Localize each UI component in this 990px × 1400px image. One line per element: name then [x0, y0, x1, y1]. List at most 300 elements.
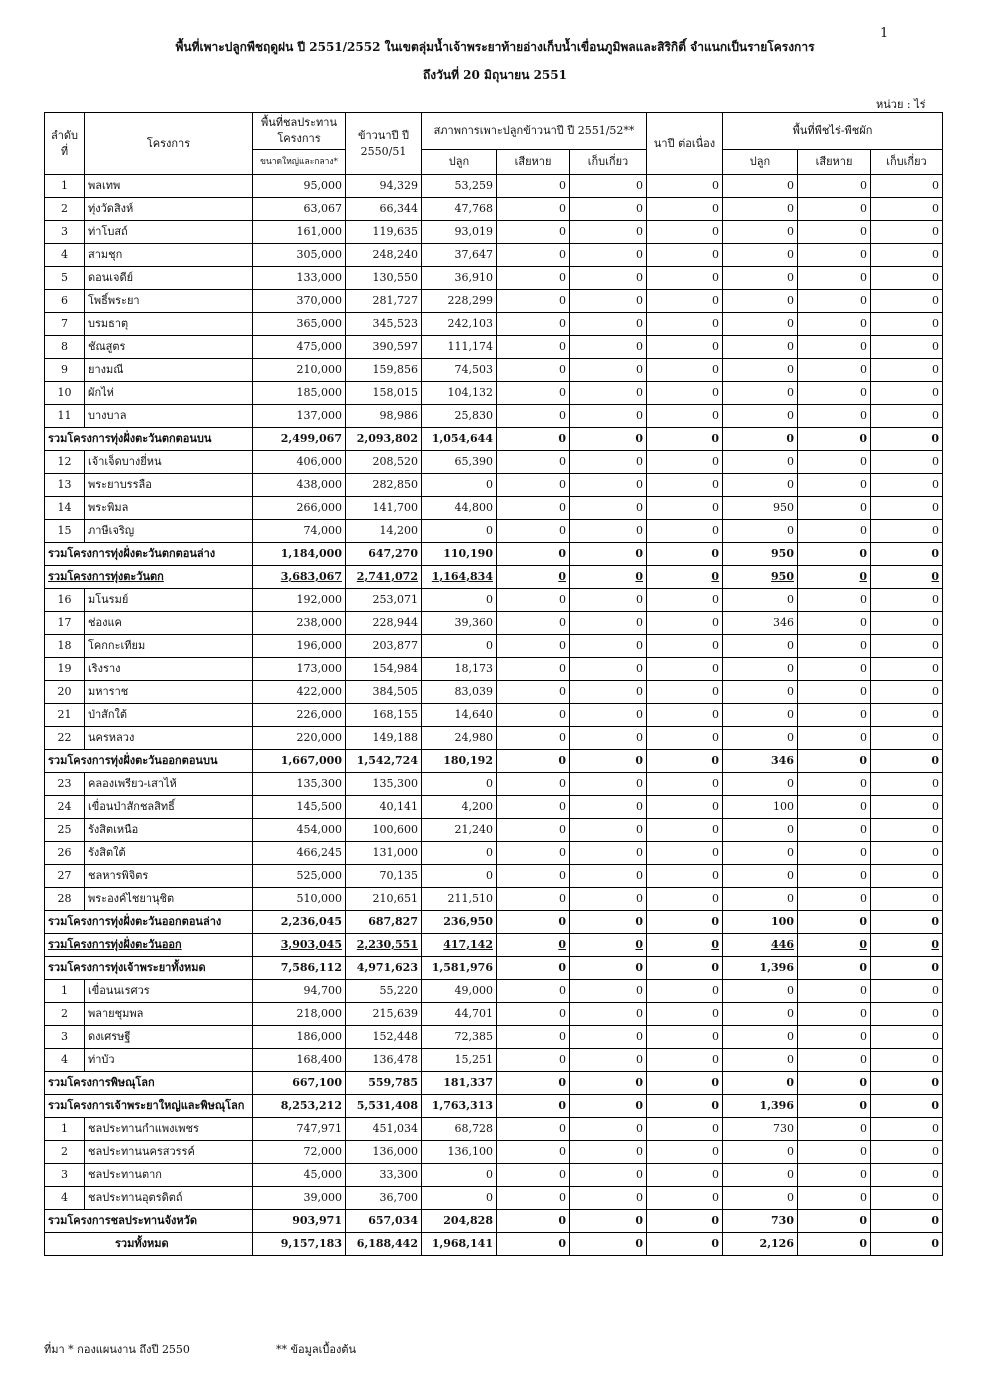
cell-value: 180,192 — [443, 754, 493, 767]
cell-value: 0 — [787, 662, 794, 675]
table-row — [45, 1049, 943, 1072]
cell-value: 104,132 — [447, 386, 493, 399]
cell-value: 0 — [932, 1007, 939, 1020]
cell-value: 0 — [559, 340, 566, 353]
cell-crop-damaged — [798, 796, 871, 819]
row-number: 18 — [45, 635, 85, 658]
cell-continuous — [647, 704, 723, 727]
cell-value: 0 — [558, 570, 566, 583]
cell-value: 49,000 — [454, 984, 493, 997]
cell-rice-harvested — [570, 359, 647, 382]
cell-crop-planted — [723, 198, 798, 221]
cell-continuous — [647, 359, 723, 382]
cell-value: 0 — [860, 501, 867, 514]
row-number: 2 — [45, 198, 85, 221]
cell-rice-planted — [422, 1003, 497, 1026]
cell-rice-prev — [346, 543, 422, 566]
cell-crop-planted — [723, 1049, 798, 1072]
cell-rice-planted — [422, 543, 497, 566]
cell-rice-prev — [346, 497, 422, 520]
cell-value: 0 — [635, 1099, 643, 1112]
cell-continuous — [647, 543, 723, 566]
cell-value: 0 — [860, 248, 867, 261]
cell-value: 0 — [712, 639, 719, 652]
subtotal-label — [45, 428, 253, 451]
cell-rice-planted — [422, 1072, 497, 1095]
cell-value: 228,944 — [372, 616, 418, 629]
cell-value: 0 — [711, 1099, 719, 1112]
cell-value: 0 — [559, 202, 566, 215]
cell-value: 0 — [931, 432, 939, 445]
cell-value: 0 — [558, 432, 566, 445]
cell-rice-prev — [346, 819, 422, 842]
cell-value: 0 — [711, 915, 719, 928]
cell-rice-harvested — [570, 589, 647, 612]
cell-crop-harvested — [871, 175, 943, 198]
cell-value: 0 — [712, 386, 719, 399]
cell-rice-damaged — [497, 1003, 570, 1026]
cell-value: 18,173 — [454, 662, 493, 675]
cell-continuous — [647, 1049, 723, 1072]
cell-rice-damaged — [497, 1072, 570, 1095]
cell-value: 8,253,212 — [280, 1099, 342, 1112]
cell-value: 903,971 — [292, 1214, 342, 1227]
cell-value: 0 — [787, 593, 794, 606]
header-rice-harvested: เก็บเกี่ยว — [570, 150, 647, 175]
cell-value: 0 — [712, 593, 719, 606]
cell-continuous — [647, 1003, 723, 1026]
cell-rice-prev — [346, 290, 422, 313]
cell-value: 0 — [931, 915, 939, 928]
cell-rice-damaged — [497, 1049, 570, 1072]
cell-crop-harvested — [871, 911, 943, 934]
header-rice-prev: ข้าวนาปี ปี 2550/51 — [346, 113, 422, 175]
cell-value: 0 — [931, 547, 939, 560]
cell-crop-planted — [723, 1118, 798, 1141]
table-row — [45, 405, 943, 428]
cell-value: 446 — [771, 938, 794, 951]
cell-value: 0 — [860, 478, 867, 491]
cell-crop-planted — [723, 382, 798, 405]
header-rice-planted: ปลูก — [422, 150, 497, 175]
cell-value: 1,396 — [759, 1099, 794, 1112]
cell-rice-prev — [346, 957, 422, 980]
project-name: เริงราง — [85, 658, 253, 681]
cell-value: 0 — [859, 432, 867, 445]
cell-value: 0 — [636, 1053, 643, 1066]
cell-rice-planted — [422, 405, 497, 428]
cell-value: 0 — [559, 662, 566, 675]
cell-crop-damaged — [798, 1164, 871, 1187]
cell-rice-planted — [422, 267, 497, 290]
cell-rice-harvested — [570, 1049, 647, 1072]
cell-value: 466,245 — [296, 846, 342, 859]
cell-value: 0 — [486, 1168, 493, 1181]
cell-crop-planted — [723, 543, 798, 566]
cell-value: 0 — [558, 1214, 566, 1227]
cell-value: 0 — [712, 731, 719, 744]
cell-value: 0 — [860, 1168, 867, 1181]
cell-rice-planted — [422, 359, 497, 382]
cell-value: 0 — [931, 961, 939, 974]
cell-rice-prev — [346, 612, 422, 635]
cell-value: 0 — [636, 1030, 643, 1043]
cell-continuous — [647, 1072, 723, 1095]
cell-value: 0 — [712, 1030, 719, 1043]
cell-value: 0 — [636, 984, 643, 997]
table-row — [45, 612, 943, 635]
cell-value: 0 — [932, 1053, 939, 1066]
cell-crop-harvested — [871, 267, 943, 290]
cell-value: 0 — [859, 1237, 867, 1250]
cell-value: 0 — [932, 225, 939, 238]
cell-rice-damaged — [497, 842, 570, 865]
cell-value: 0 — [558, 938, 566, 951]
cell-value: 0 — [636, 823, 643, 836]
cell-value: 3,903,045 — [280, 938, 342, 951]
cell-value: 0 — [932, 639, 939, 652]
cell-rice-damaged — [497, 1141, 570, 1164]
cell-rice-harvested — [570, 1026, 647, 1049]
cell-value: 238,000 — [296, 616, 342, 629]
subtotal-label — [45, 1095, 253, 1118]
header-project: โครงการ — [85, 113, 253, 175]
subtotal-label-text: รวมโครงการทุ่งตะวันตก — [48, 570, 164, 583]
cell-value: 0 — [635, 961, 643, 974]
cell-value: 0 — [932, 800, 939, 813]
cell-value: 0 — [559, 1145, 566, 1158]
cell-rice-planted — [422, 658, 497, 681]
cell-crop-planted — [723, 727, 798, 750]
planting-area-table — [44, 112, 943, 1256]
cell-value: 0 — [712, 800, 719, 813]
cell-value: 15,251 — [454, 1053, 493, 1066]
row-number: 12 — [45, 451, 85, 474]
cell-rice-harvested — [570, 727, 647, 750]
cell-value: 0 — [931, 1076, 939, 1089]
cell-value: 45,000 — [303, 1168, 342, 1181]
cell-value: 559,785 — [368, 1076, 418, 1089]
cell-rice-damaged — [497, 911, 570, 934]
subtotal-label — [45, 566, 253, 589]
cell-value: 158,015 — [372, 386, 418, 399]
row-number: 4 — [45, 244, 85, 267]
project-name: รังสิตใต้ — [85, 842, 253, 865]
row-number: 25 — [45, 819, 85, 842]
cell-value: 0 — [712, 248, 719, 261]
cell-value: 0 — [932, 1168, 939, 1181]
cell-continuous — [647, 198, 723, 221]
project-name: คลองเพรียว-เสาไห้ — [85, 773, 253, 796]
cell-rice-harvested — [570, 934, 647, 957]
cell-crop-harvested — [871, 382, 943, 405]
cell-crop-planted — [723, 520, 798, 543]
cell-rice-prev — [346, 773, 422, 796]
table-row — [45, 336, 943, 359]
cell-crop-harvested — [871, 198, 943, 221]
cell-rice-prev — [346, 221, 422, 244]
cell-continuous — [647, 635, 723, 658]
cell-value: 0 — [787, 271, 794, 284]
cell-value: 136,100 — [447, 1145, 493, 1158]
cell-value: 2,741,072 — [356, 570, 418, 583]
row-number: 1 — [45, 980, 85, 1003]
cell-irrigated-area — [253, 658, 346, 681]
cell-value: 0 — [635, 1237, 643, 1250]
cell-value: 33,300 — [379, 1168, 418, 1181]
cell-value: 0 — [486, 478, 493, 491]
cell-continuous — [647, 1026, 723, 1049]
cell-rice-prev — [346, 175, 422, 198]
cell-crop-damaged — [798, 658, 871, 681]
cell-rice-harvested — [570, 566, 647, 589]
cell-value: 0 — [786, 1076, 794, 1089]
cell-continuous — [647, 911, 723, 934]
cell-rice-harvested — [570, 750, 647, 773]
cell-rice-planted — [422, 888, 497, 911]
cell-rice-damaged — [497, 1233, 570, 1256]
cell-rice-harvested — [570, 704, 647, 727]
cell-continuous — [647, 773, 723, 796]
cell-value: 0 — [932, 202, 939, 215]
cell-crop-harvested — [871, 727, 943, 750]
cell-rice-damaged — [497, 382, 570, 405]
cell-value: 0 — [932, 524, 939, 537]
cell-continuous — [647, 313, 723, 336]
cell-value: 154,984 — [372, 662, 418, 675]
cell-value: 0 — [635, 1076, 643, 1089]
cell-rice-harvested — [570, 980, 647, 1003]
cell-rice-planted — [422, 474, 497, 497]
cell-rice-planted — [422, 520, 497, 543]
project-name: นครหลวง — [85, 727, 253, 750]
cell-rice-damaged — [497, 1164, 570, 1187]
table-row — [45, 796, 943, 819]
cell-value: 0 — [636, 800, 643, 813]
cell-value: 2,126 — [759, 1237, 794, 1250]
cell-rice-prev — [346, 911, 422, 934]
header-irrigated-area — [253, 113, 346, 150]
cell-value: 83,039 — [454, 685, 493, 698]
cell-value: 0 — [931, 1214, 939, 1227]
cell-value: 730 — [773, 1122, 794, 1135]
cell-value: 0 — [860, 271, 867, 284]
cell-continuous — [647, 175, 723, 198]
cell-value: 39,000 — [303, 1191, 342, 1204]
cell-value: 0 — [559, 800, 566, 813]
cell-rice-damaged — [497, 888, 570, 911]
cell-value: 730 — [771, 1214, 794, 1227]
cell-value: 0 — [636, 1168, 643, 1181]
cell-value: 0 — [559, 593, 566, 606]
cell-value: 0 — [786, 432, 794, 445]
cell-value: 0 — [636, 225, 643, 238]
cell-rice-damaged — [497, 658, 570, 681]
project-name: มหาราช — [85, 681, 253, 704]
cell-rice-harvested — [570, 957, 647, 980]
cell-value: 135,300 — [372, 777, 418, 790]
cell-value: 0 — [559, 294, 566, 307]
cell-continuous — [647, 957, 723, 980]
cell-value: 0 — [860, 294, 867, 307]
cell-value: 136,478 — [372, 1053, 418, 1066]
cell-crop-damaged — [798, 497, 871, 520]
cell-value: 0 — [636, 248, 643, 261]
cell-rice-prev — [346, 1003, 422, 1026]
cell-crop-damaged — [798, 727, 871, 750]
cell-value: 55,220 — [379, 984, 418, 997]
cell-value: 0 — [932, 869, 939, 882]
cell-value: 0 — [558, 547, 566, 560]
cell-rice-planted — [422, 750, 497, 773]
cell-irrigated-area — [253, 727, 346, 750]
cell-rice-damaged — [497, 865, 570, 888]
cell-value: 0 — [636, 455, 643, 468]
cell-value: 0 — [860, 593, 867, 606]
cell-value: 0 — [635, 547, 643, 560]
project-name: ป่าสักใต้ — [85, 704, 253, 727]
cell-crop-harvested — [871, 1003, 943, 1026]
cell-value: 40,141 — [379, 800, 418, 813]
cell-irrigated-area — [253, 1164, 346, 1187]
cell-rice-damaged — [497, 635, 570, 658]
cell-value: 0 — [486, 593, 493, 606]
cell-crop-planted — [723, 336, 798, 359]
cell-crop-harvested — [871, 1233, 943, 1256]
subtotal-label-text: รวมโครงการทุ่งฝั่งตะวันออกตอนล่าง — [48, 915, 222, 928]
cell-crop-planted — [723, 405, 798, 428]
cell-rice-prev — [346, 1210, 422, 1233]
cell-value: 0 — [859, 547, 867, 560]
cell-crop-damaged — [798, 1095, 871, 1118]
cell-value: 94,329 — [379, 179, 418, 192]
cell-value: 204,828 — [443, 1214, 493, 1227]
cell-rice-prev — [346, 244, 422, 267]
subtotal-label-text: รวมโครงการทุ่งเจ้าพระยาทั้งหมด — [48, 961, 206, 974]
cell-value: 282,850 — [372, 478, 418, 491]
cell-crop-harvested — [871, 451, 943, 474]
cell-value: 0 — [636, 616, 643, 629]
cell-value: 0 — [636, 524, 643, 537]
cell-rice-damaged — [497, 543, 570, 566]
cell-continuous — [647, 750, 723, 773]
cell-crop-harvested — [871, 405, 943, 428]
cell-rice-planted — [422, 290, 497, 313]
cell-irrigated-area — [253, 566, 346, 589]
cell-value: 6,188,442 — [356, 1237, 418, 1250]
subtotal-row — [45, 750, 943, 773]
cell-value: 0 — [559, 869, 566, 882]
cell-crop-damaged — [798, 520, 871, 543]
header-status: สภาพการเพาะปลูกข้าวนาปี ปี 2551/52** — [422, 113, 647, 150]
cell-rice-damaged — [497, 727, 570, 750]
cell-value: 0 — [712, 1168, 719, 1181]
cell-value: 0 — [636, 892, 643, 905]
cell-value: 345,523 — [372, 317, 418, 330]
cell-rice-harvested — [570, 819, 647, 842]
cell-crop-damaged — [798, 681, 871, 704]
cell-rice-damaged — [497, 1187, 570, 1210]
cell-value: 0 — [711, 547, 719, 560]
cell-value: 0 — [931, 570, 939, 583]
cell-value: 0 — [486, 777, 493, 790]
cell-value: 0 — [932, 777, 939, 790]
cell-rice-prev — [346, 451, 422, 474]
project-name: พระองค์ไชยานุชิต — [85, 888, 253, 911]
cell-value: 0 — [787, 409, 794, 422]
table-row — [45, 382, 943, 405]
cell-rice-damaged — [497, 681, 570, 704]
cell-crop-planted — [723, 1210, 798, 1233]
table-row — [45, 1003, 943, 1026]
cell-crop-planted — [723, 1233, 798, 1256]
cell-continuous — [647, 934, 723, 957]
subtotal-row — [45, 1210, 943, 1233]
cell-value: 0 — [859, 938, 867, 951]
cell-irrigated-area — [253, 382, 346, 405]
cell-crop-harvested — [871, 934, 943, 957]
cell-crop-planted — [723, 1072, 798, 1095]
cell-value: 0 — [559, 984, 566, 997]
cell-rice-planted — [422, 1210, 497, 1233]
cell-value: 438,000 — [296, 478, 342, 491]
cell-value: 0 — [860, 892, 867, 905]
cell-value: 37,647 — [454, 248, 493, 261]
cell-rice-prev — [346, 1095, 422, 1118]
table-body — [45, 175, 943, 1256]
cell-value: 145,500 — [296, 800, 342, 813]
row-number: 2 — [45, 1003, 85, 1026]
cell-irrigated-area — [253, 221, 346, 244]
cell-value: 0 — [711, 1214, 719, 1227]
row-number: 8 — [45, 336, 85, 359]
cell-value: 0 — [712, 478, 719, 491]
cell-value: 0 — [558, 915, 566, 928]
cell-value: 0 — [787, 777, 794, 790]
cell-value: 0 — [712, 1145, 719, 1158]
cell-crop-damaged — [798, 405, 871, 428]
cell-irrigated-area — [253, 704, 346, 727]
cell-value: 0 — [558, 1076, 566, 1089]
row-number: 13 — [45, 474, 85, 497]
cell-crop-damaged — [798, 566, 871, 589]
cell-value: 0 — [559, 616, 566, 629]
cell-value: 0 — [711, 1237, 719, 1250]
cell-value: 0 — [859, 1214, 867, 1227]
cell-rice-harvested — [570, 796, 647, 819]
cell-value: 0 — [559, 1191, 566, 1204]
cell-value: 0 — [860, 1145, 867, 1158]
cell-continuous — [647, 382, 723, 405]
cell-value: 0 — [860, 202, 867, 215]
cell-rice-harvested — [570, 520, 647, 543]
cell-value: 0 — [711, 570, 719, 583]
cell-rice-planted — [422, 773, 497, 796]
cell-value: 0 — [486, 1191, 493, 1204]
cell-continuous — [647, 888, 723, 911]
row-number: 3 — [45, 1026, 85, 1049]
cell-irrigated-area — [253, 1095, 346, 1118]
cell-value: 0 — [931, 1099, 939, 1112]
cell-crop-damaged — [798, 1072, 871, 1095]
cell-value: 0 — [486, 524, 493, 537]
cell-value: 0 — [860, 524, 867, 537]
cell-value: 152,448 — [372, 1030, 418, 1043]
cell-value: 451,034 — [372, 1122, 418, 1135]
cell-value: 747,971 — [296, 1122, 342, 1135]
cell-value: 0 — [860, 984, 867, 997]
cell-crop-harvested — [871, 750, 943, 773]
